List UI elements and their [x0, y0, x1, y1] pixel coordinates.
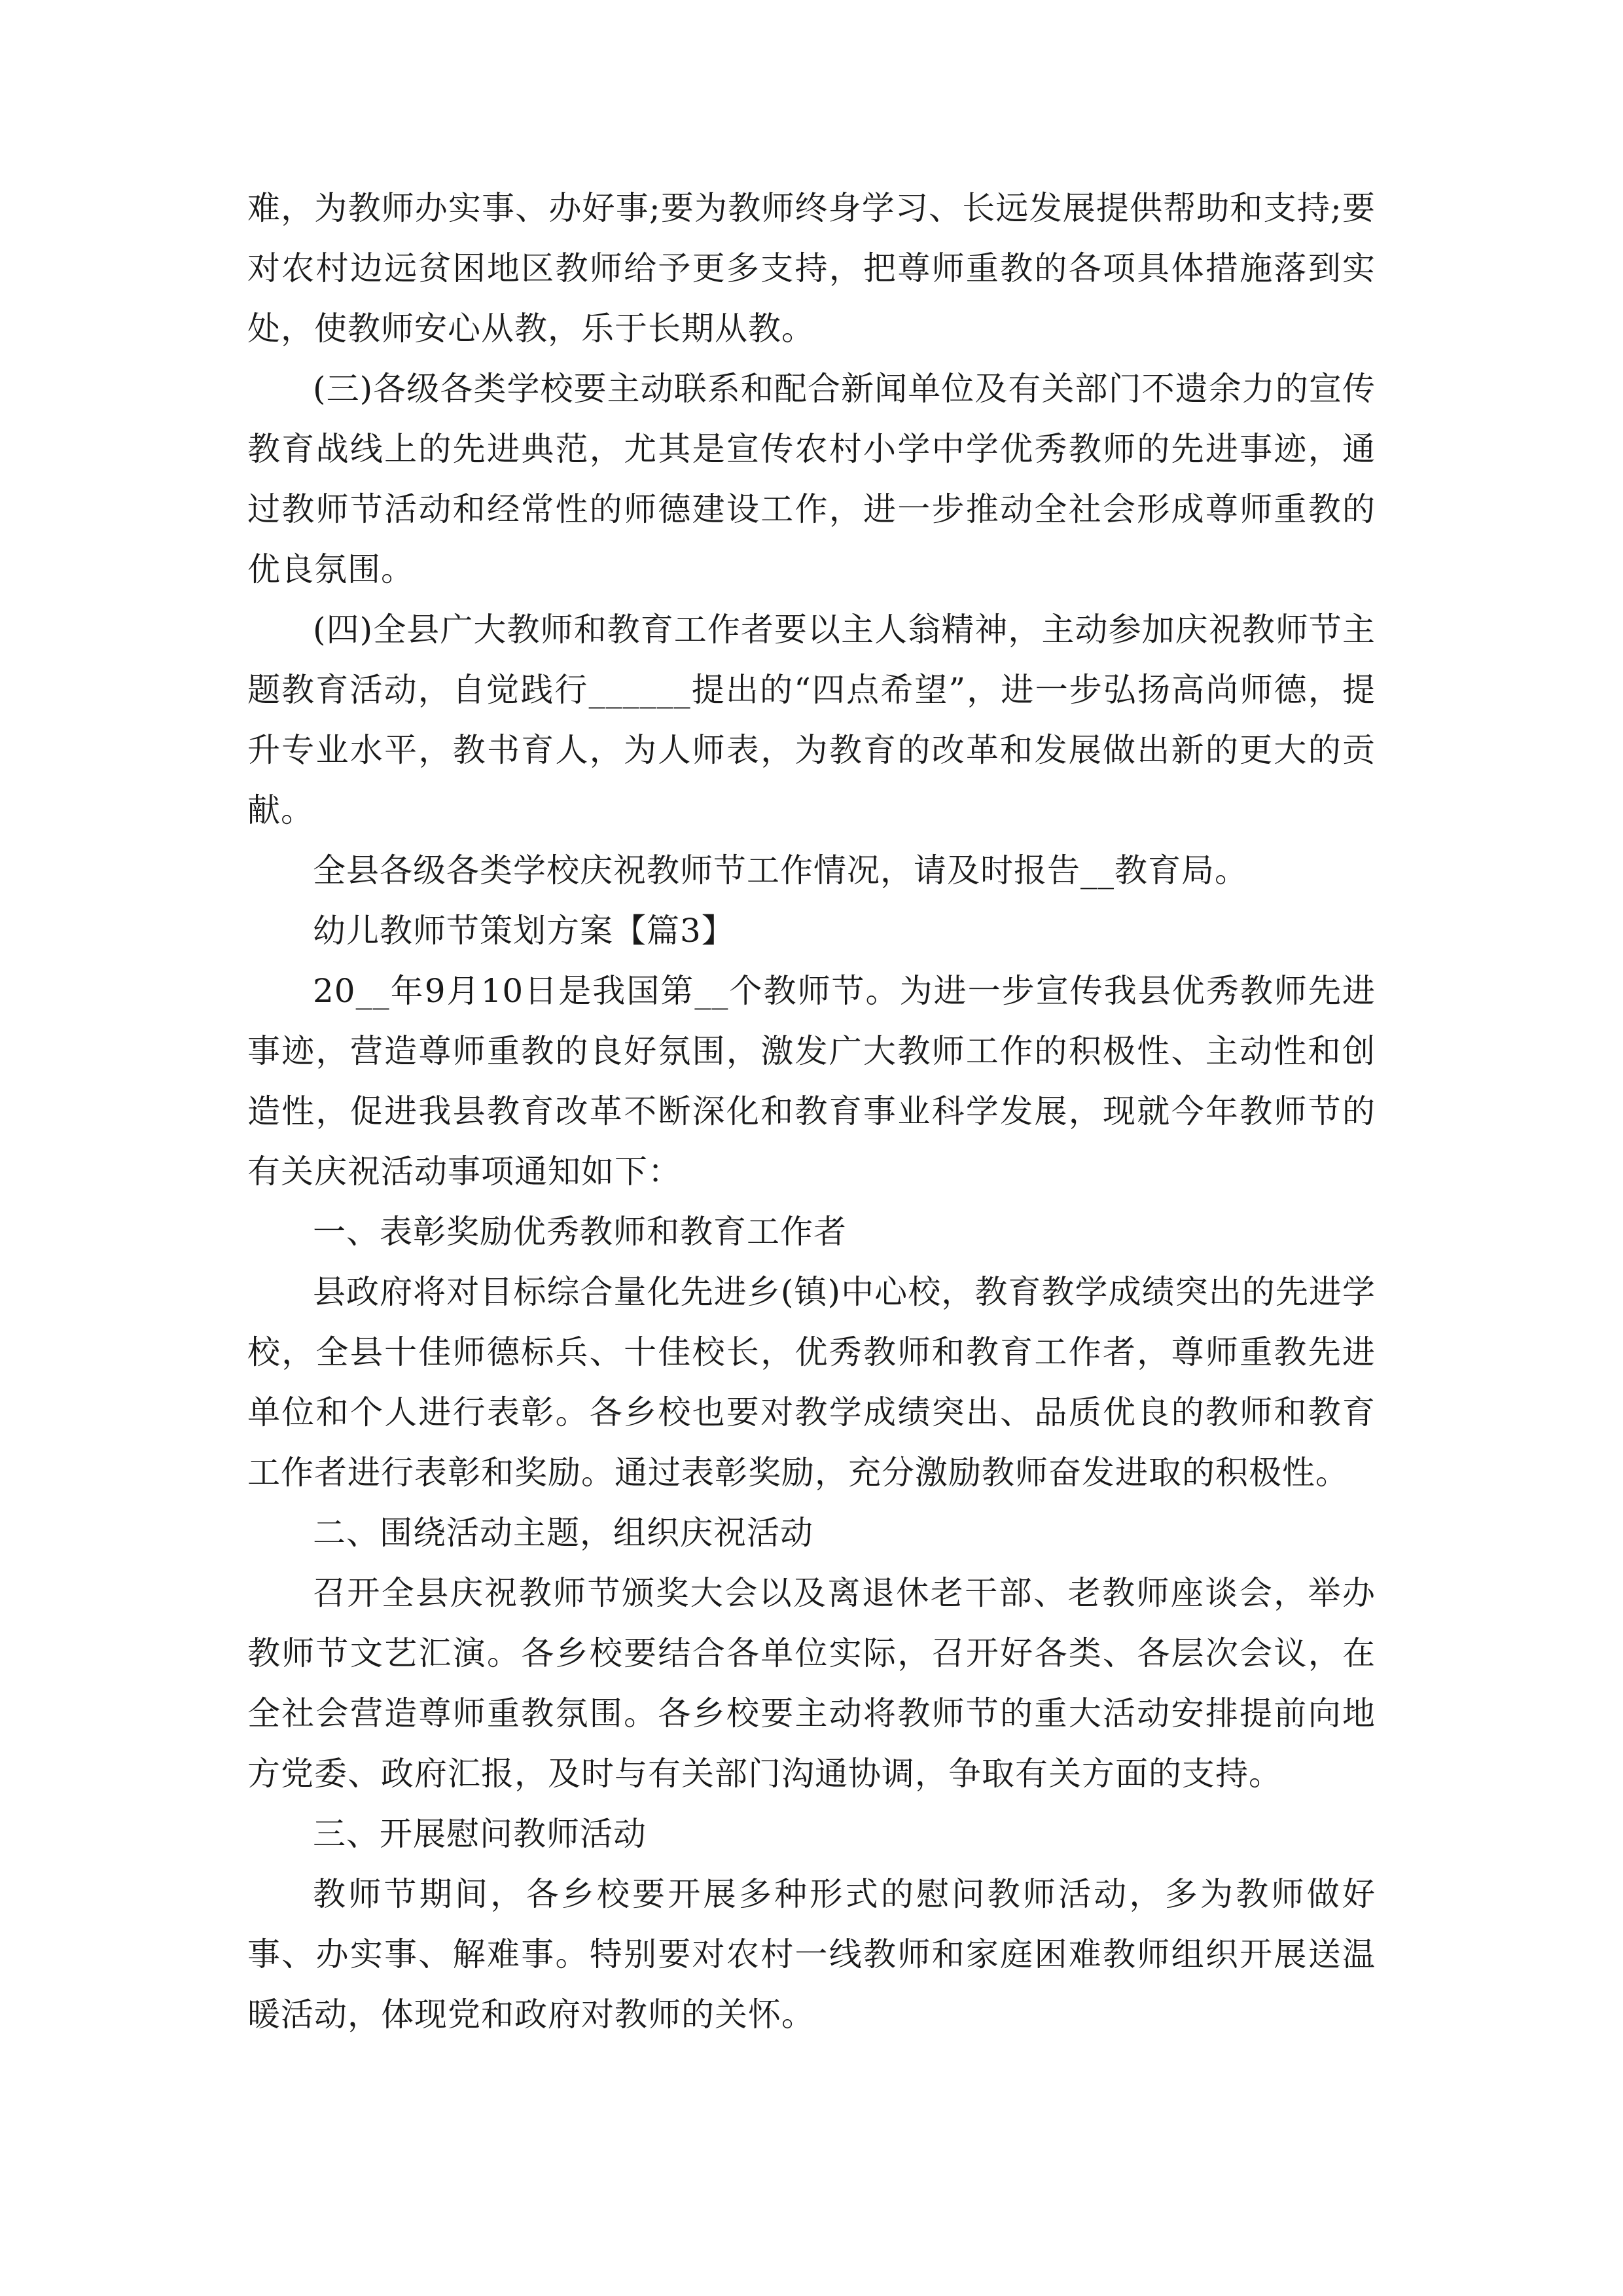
paragraph-item-four: (四)全县广大教师和教育工作者要以主人翁精神，主动参加庆祝教师节主题教育活动，自觉践行______提出的“四点希望”，进一步弘扬高尚师德，提升专业水平，教书育人，为人师表，为教育的改革和发展做出新的更大的贡献。: [247, 611, 1376, 829]
paragraph-intro: 20__年9月10日是我国第__个教师节。为进一步宣传我县优秀教师先进事迹，营造尊师重教的良好氛围，激发广大教师工作的积极性、主动性和创造性，促进我县教育改革不断深化和教育事业科学发展，现就今年教师节的有关庆祝活动事项通知如下：: [247, 972, 1376, 1191]
heading-three: 三、开展慰问教师活动: [313, 1815, 647, 1853]
paragraph-continuation: 难，为教师办实事、办好事;要为教师终身学习、长远发展提供帮助和支持;要对农村边远贫困地区教师给予更多支持，把尊师重教的各项具体措施落到实处，使教师安心从教，乐于长期从教。: [247, 189, 1376, 348]
paragraph-celebration: 召开全县庆祝教师节颁奖大会以及离退休老干部、老教师座谈会，举办教师节文艺汇演。各乡校要结合各单位实际，召开好各类、各层次会议，在全社会营造尊师重教氛围。各乡校要主动将教师节的重大活动安排提前向地方党委、政府汇报，及时与有关部门沟通协调，争取有关方面的支持。: [247, 1574, 1376, 1793]
paragraph-report-request: 全县各级各类学校庆祝教师节工作情况，请及时报告__教育局。: [313, 852, 1248, 889]
document-body: [247, 178, 1376, 2045]
heading-two: 二、围绕活动主题，组织庆祝活动: [313, 1514, 813, 1552]
paragraph-visits: 教师节期间，各乡校要开展多种形式的慰问教师活动，多为教师做好事、办实事、解难事。特别要对农村一线教师和家庭困难教师组织开展送温暖活动，体现党和政府对教师的关怀。: [247, 1875, 1376, 2034]
paragraph-item-three: (三)各级各类学校要主动联系和配合新闻单位及有关部门不遗余力的宣传教育战线上的先进典范，尤其是宣传农村小学中学优秀教师的先进事迹，通过教师节活动和经常性的师德建设工作，进一步推动全社会形成尊师重教的优良氛围。: [247, 370, 1376, 588]
section-title-part-3: 幼儿教师节策划方案【篇3】: [313, 912, 735, 950]
paragraph-awards: 县政府将对目标综合量化先进乡(镇)中心校，教育教学成绩突出的先进学校，全县十佳师德标兵、十佳校长，优秀教师和教育工作者，尊师重教先进单位和个人进行表彰。各乡校也要对教学成绩突出、品质优良的教师和教育工作者进行表彰和奖励。通过表彰奖励，充分激励教师奋发进取的积极性。: [247, 1273, 1376, 1492]
heading-one: 一、表彰奖励优秀教师和教育工作者: [313, 1213, 847, 1251]
